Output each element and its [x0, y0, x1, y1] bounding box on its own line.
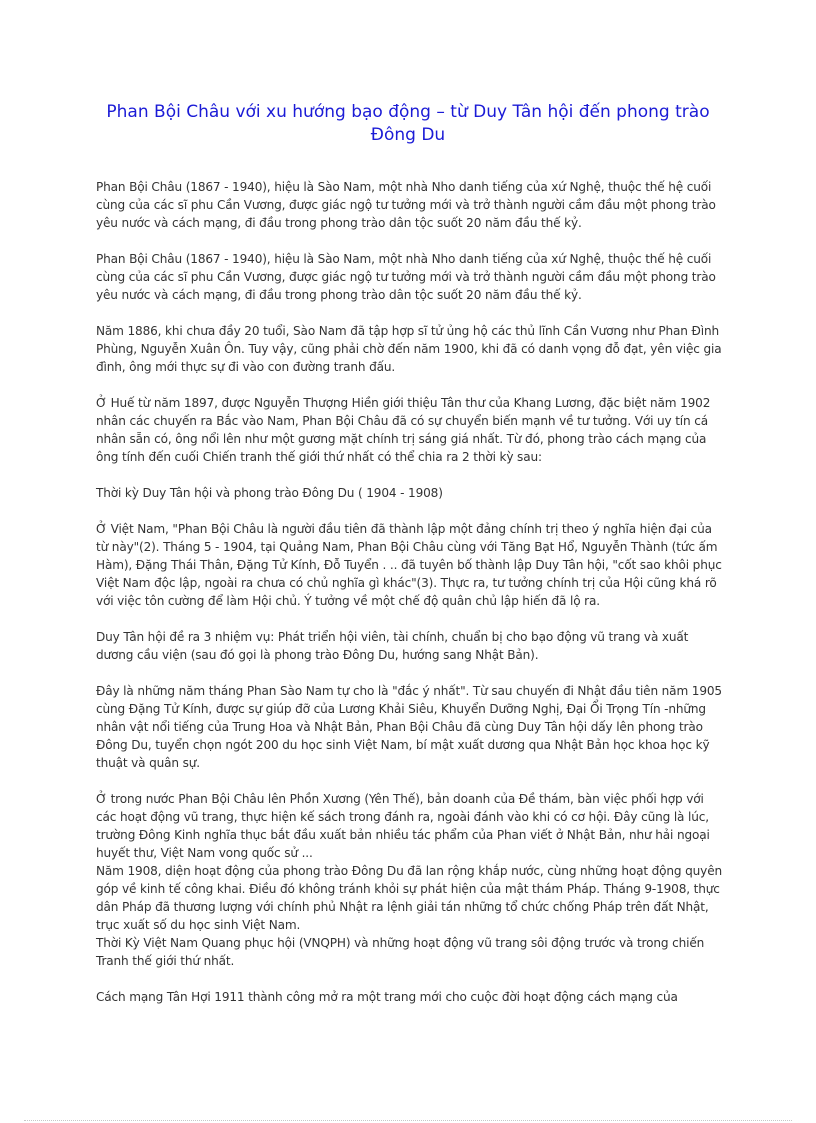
page-bottom-divider — [24, 1120, 792, 1121]
document-body — [96, 178, 722, 1024]
paragraph: Cách mạng Tân Hợi 1911 thành công mở ra một trang mới cho cuộc đời hoạt động cách mạng của — [96, 990, 678, 1004]
paragraph: Ở trong nước Phan Bội Châu lên Phồn Xương (Yên Thế), bản doanh của Đề thám, bàn việc phối hợp với các hoạt động vũ trang, thực hiện kế sách trong đánh ra, ngoài đánh vào khi có cơ hội. Đây cũng là lúc, trường Đông Kinh nghĩa thục bắt đầu xuất bản nhiều tác phẩm của Phan viết ở Nhật Bản, như hải ngoại huyết thư, Việt Nam vong quốc sử ... — [96, 792, 710, 860]
paragraph: Ở Việt Nam, "Phan Bội Châu là người đầu tiên đã thành lập một đảng chính trị theo ý nghĩa hiện đại của từ này"(2). Tháng 5 - 1904, tại Quảng Nam, Phan Bội Châu cùng với Tăng Bạt Hổ, Nguyễn Thành (tức ấm Hàm), Đặng Thái Thân, Đặng Tử Kính, Đỗ Tuyển . .. đã tuyên bố thành lập Duy Tân hội, "cốt sao khôi phục Việt Nam độc lập, ngoài ra chưa có chủ nghĩa gì khác"(3). Thực ra, tư tưởng chính trị của Hội cũng khá rõ với việc tôn cường để làm Hội chủ. Ý tưởng về một chế độ quân chủ lập hiến đã lộ ra. — [96, 522, 722, 608]
paragraph: Phan Bội Châu (1867 - 1940), hiệu là Sào Nam, một nhà Nho danh tiếng của xứ Nghệ, thuộc thế hệ cuối cùng của các sĩ phu Cần Vương, được giác ngộ tư tưởng mới và trở thành người cầm đầu một phong trào yêu nước và cách mạng, đi đầu trong phong trào dân tộc suốt 20 năm đầu thế kỷ. — [96, 180, 716, 230]
section-heading: Thời Kỳ Việt Nam Quang phục hội (VNQPH) và những hoạt động vũ trang sôi động trước và trong chiến Tranh thế giới thứ nhất. — [96, 936, 705, 968]
paragraph: Duy Tân hội đề ra 3 nhiệm vụ: Phát triển hội viên, tài chính, chuẩn bị cho bạo động vũ trang và xuất dương cầu viện (sau đó gọi là phong trào Đông Du, hướng sang Nhật Bản). — [96, 630, 689, 662]
paragraph: Ở Huế từ năm 1897, được Nguyễn Thượng Hiền giới thiệu Tân thư của Khang Lương, đặc biệt năm 1902 nhân các chuyến ra Bắc vào Nam, Phan Bội Châu đã có sự chuyển biến mạnh về tư tưởng. Với uy tín cá nhân sẵn có, ông nổi lên như một gương mặt chính trị sáng giá nhất. Từ đó, phong trào cách mạng của ông tính đến cuối Chiến tranh thế giới thứ nhất có thể chia ra 2 thời kỳ sau: — [96, 396, 711, 464]
section-heading: Thời kỳ Duy Tân hội và phong trào Đông Du ( 1904 - 1908) — [96, 486, 443, 500]
paragraph: Đây là những năm tháng Phan Sào Nam tự cho là "đắc ý nhất". Từ sau chuyến đi Nhật đầu tiên năm 1905 cùng Đặng Tử Kính, được sự giúp đỡ của Lương Khải Siêu, Khuyển Dưỡng Nghị, Đại Ổi Trọng Tín -những nhân vật nổi tiếng của Trung Hoa và Nhật Bản, Phan Bội Châu đã cùng Duy Tân hội dấy lên phong trào Đông Du, tuyển chọn ngót 200 du học sinh Việt Nam, bí mật xuất dương qua Nhật Bản học khoa học kỹ thuật và quân sự. — [96, 684, 722, 770]
paragraph: Năm 1908, diện hoạt động của phong trào Đông Du đã lan rộng khắp nước, cùng những hoạt động quyên góp về kinh tế công khai. Điều đó không tránh khỏi sự phát hiện của mật thám Pháp. Tháng 9-1908, thực dân Pháp đã thương lượng với chính phủ Nhật ra lệnh giải tán những tổ chức chống Pháp trên đất Nhật, trục xuất số du học sinh Việt Nam. — [96, 864, 722, 932]
paragraph: Năm 1886, khi chưa đầy 20 tuổi, Sào Nam đã tập hợp sĩ tử ủng hộ các thủ lĩnh Cần Vương như Phan Đình Phùng, Nguyễn Xuân Ôn. Tuy vậy, cũng phải chờ đến năm 1900, khi đã có danh vọng đỗ đạt, yên việc gia đình, ông mới thực sự đi vào con đường tranh đấu. — [96, 324, 722, 374]
page-title: Phan Bội Châu với xu hướng bạo động – từ Duy Tân hội đến phong trào Đông Du — [106, 102, 710, 145]
paragraph: Phan Bội Châu (1867 - 1940), hiệu là Sào Nam, một nhà Nho danh tiếng của xứ Nghệ, thuộc thế hệ cuối cùng của các sĩ phu Cần Vương, được giác ngộ tư tưởng mới và trở thành người cầm đầu một phong trào yêu nước và cách mạng, đi đầu trong phong trào dân tộc suốt 20 năm đầu thế kỷ. — [96, 252, 716, 302]
